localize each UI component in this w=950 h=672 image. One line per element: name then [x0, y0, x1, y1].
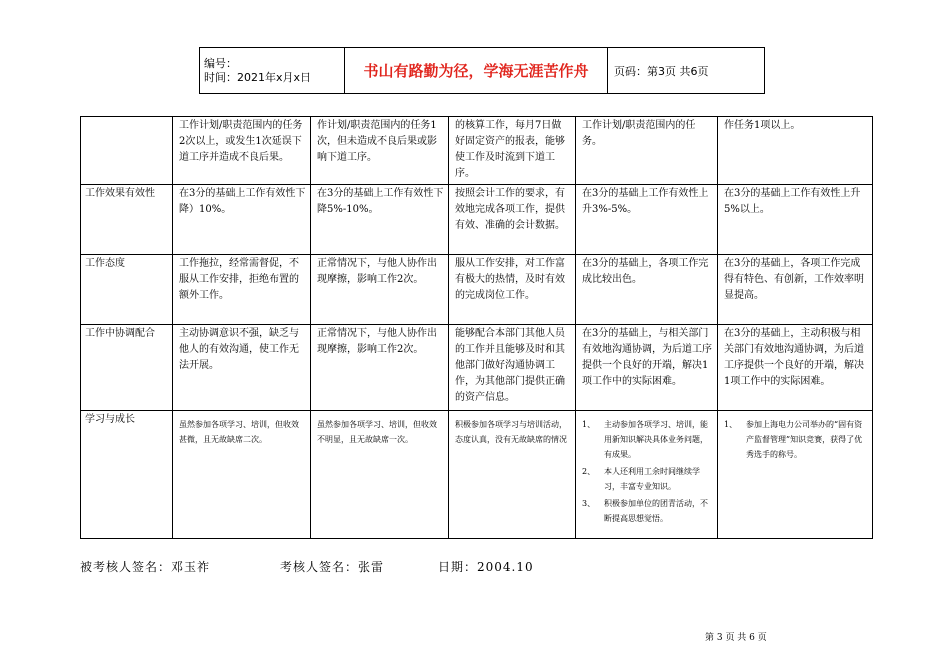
table-cell: 正常情况下，与他人协作出现摩擦，影响工作2次。 [311, 255, 449, 325]
list-text: 积极参加单位的团青活动，不断提高思想觉悟。 [604, 499, 708, 523]
table-cell: 在3分的基础上，与相关部门有效地沟通协调，为后道工序提供一个良好的开端，解决1项工作中的实际困难。 [576, 325, 718, 411]
table-cell: 在3分的基础上，各项工作完成得有特色、有创新，工作效率明显提高。 [718, 255, 873, 325]
header-meta-cell [200, 48, 345, 94]
list-text: 参加上海电力公司举办的“固有资产监督管理”知识竞赛，获得了优秀选手的称号。 [746, 420, 863, 459]
table-cell [576, 411, 718, 539]
list-text: 主动参加各项学习、培训，能用新知识解决具体业务问题，有成果。 [604, 420, 708, 459]
table-row [81, 411, 873, 539]
assessment-table [80, 116, 873, 539]
list-item [582, 417, 713, 462]
table-cell: 主动协调意识不强，缺乏与他人的有效沟通，使工作无法开展。 [173, 325, 311, 411]
header-table [199, 47, 765, 94]
table-cell: 工作计划/职责范围内的任务。 [576, 117, 718, 185]
row-label: 工作态度 [81, 255, 173, 325]
numbered-list [582, 417, 713, 526]
page-footer: 第 3 页 共 6 页 [705, 633, 767, 643]
table-cell: 服从工作安排，对工作富有极大的热情，及时有效的完成岗位工作。 [449, 255, 576, 325]
motto: 书山有路勤为径，学海无涯苦作舟 [345, 48, 608, 94]
list-item [582, 464, 713, 494]
table-cell: 在3分的基础上，各项工作完成比较出色。 [576, 255, 718, 325]
numbered-list [724, 417, 868, 462]
table-cell: 虽然参加各项学习、培训，但收效甚微，且无故缺席二次。 [173, 411, 311, 539]
number-label: 编号： [204, 56, 237, 70]
table-cell: 虽然参加各项学习、培训，但收效不明显，且无故缺席一次。 [311, 411, 449, 539]
table-cell: 作任务1项以上。 [718, 117, 873, 185]
table-cell: 在3分的基础上，主动积极与相关部门有效地沟通协调，为后道工序提供一个良好的开端，解决1项工作中的实际困难。 [718, 325, 873, 411]
row-label: 工作效果有效性 [81, 185, 173, 255]
table-cell: 工作拖拉，经常需督促，不服从工作安排，拒绝布置的额外工作。 [173, 255, 311, 325]
table-cell: 积极参加各项学习与培训活动，态度认真，没有无故缺席的情况 [449, 411, 576, 539]
list-number: 1、 [724, 420, 738, 429]
table-cell: 在3分的基础上工作有效性上升5%以上。 [718, 185, 873, 255]
table-row [81, 185, 873, 255]
signature-date: 日期：2004.10 [438, 560, 534, 574]
table-row [81, 255, 873, 325]
table-cell: 作计划/职责范围内的任务1次，但未造成不良后果或影响下道工序。 [311, 117, 449, 185]
table-cell: 的核算工作，每月7日做好固定资产的报表，能够使工作及时流到下道工序。 [449, 117, 576, 185]
table-cell: 能够配合本部门其他人员的工作并且能够及时和其他部门做好沟通协调工作，为其他部门提供正确的资产信息。 [449, 325, 576, 411]
table-cell: 在3分的基础上工作有效性上升3%-5%。 [576, 185, 718, 255]
table-cell: 正常情况下，与他人协作出现摩擦，影响工作2次。 [311, 325, 449, 411]
table-cell: 在3分的基础上工作有效性下降）10%。 [173, 185, 311, 255]
list-text: 本人还利用工余时间继续学习，丰富专业知识。 [604, 467, 700, 491]
table-cell: 按照会计工作的要求，有效地完成各项工作，提供有效、准确的会计数据。 [449, 185, 576, 255]
table-cell [718, 411, 873, 539]
assessor-signature: 考核人签名：张雷 [280, 560, 385, 574]
row-label: 工作中协调配合 [81, 325, 173, 411]
row-label: 学习与成长 [81, 411, 173, 539]
time-label: 时间：2021年x月x日 [204, 70, 312, 84]
list-number: 1、 [582, 420, 596, 429]
list-number: 2、 [582, 467, 596, 476]
table-cell: 在3分的基础上工作有效性下降5%-10%。 [311, 185, 449, 255]
list-item [724, 417, 868, 462]
list-number: 3、 [582, 499, 596, 508]
list-item [582, 496, 713, 526]
page-label: 页码：第3页 共6页 [608, 48, 765, 94]
table-cell: 工作计划/职责范围内的任务2次以上，或发生1次延误下道工序并造成不良后果。 [173, 117, 311, 185]
row-label [81, 117, 173, 185]
table-row [81, 325, 873, 411]
table-row [81, 117, 873, 185]
assessee-signature: 被考核人签名：邓玉祚 [80, 560, 211, 574]
